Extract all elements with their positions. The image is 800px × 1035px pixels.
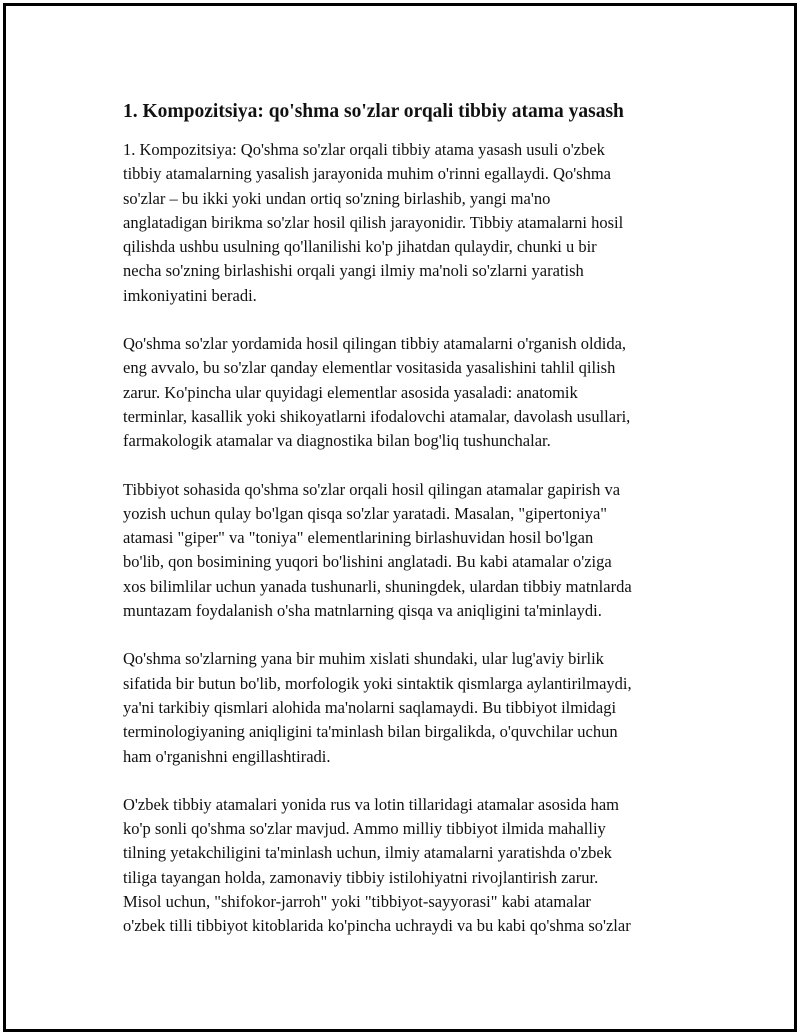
page-frame bbox=[3, 3, 797, 1032]
text-line: 1. Kompozitsiya: Qo'shma so'zlar orqali tibbiy atama yasash usuli o'zbek bbox=[123, 140, 605, 159]
paragraph-2 bbox=[123, 332, 703, 453]
text-line: bo'lib, qon bosimining yuqori bo'lishini anglatadi. Bu kabi atamalar o'ziga bbox=[123, 552, 612, 572]
text-line: necha so'zning birlashishi orqali yangi ilmiy ma'noli so'zlarni yaratish bbox=[123, 261, 584, 281]
text-line: terminologiyaning aniqligini ta'minlash bilan birgalikda, o'quvchilar uchun bbox=[123, 722, 618, 742]
text-line: terminlar, kasallik yoki shikoyatlarni ifodalovchi atamalar, davolash usullari, bbox=[123, 406, 631, 426]
text-line: ham o'rganishni engillashtiradi. bbox=[123, 746, 331, 766]
document-heading: 1. Kompozitsiya: qo'shma so'zlar orqali tibbiy atama yasash bbox=[123, 101, 624, 122]
paragraph-3 bbox=[123, 478, 703, 624]
text-line: muntazam foydalanish o'sha matnlarning qisqa va aniqligini ta'minlaydi. bbox=[123, 601, 602, 621]
text-line: Qo'shma so'zlarning yana bir muhim xislati shundaki, ular lug'aviy birlik bbox=[123, 649, 604, 669]
text-line: zarur. Ko'pincha ular quyidagi elementlar asosida yasaladi: anatomik bbox=[123, 382, 578, 402]
text-line: eng avvalo, bu so'zlar qanday elementlar vositasida yasalishini tahlil qilish bbox=[123, 358, 616, 378]
text-line: ya'ni tarkibiy qismlari alohida ma'nolarni saqlamaydi. Bu tibbiyot ilmidagi bbox=[123, 697, 617, 717]
text-line: ko'p sonli qo'shma so'zlar mavjud. Ammo milliy tibbiyot ilmida mahalliy bbox=[123, 819, 606, 839]
text-line: o'zbek tilli tibbiyot kitoblarida ko'pincha uchraydi va bu kabi qo'shma so'zlar bbox=[123, 916, 631, 936]
text-line: tibbiy atamalarning yasalish jarayonida muhim o'rinni egallaydi. Qo'shma bbox=[123, 164, 611, 184]
text-line: tilning yetakchiligini ta'minlash uchun, ilmiy atamalarni yaratishda o'zbek bbox=[123, 843, 612, 863]
text-line: so'zlar – bu ikki yoki undan ortiq so'zning birlashib, yangi ma'no bbox=[123, 188, 551, 208]
text-line: tiliga tayangan holda, zamonaviy tibbiy istilohiyatni rivojlantirish zarur. bbox=[123, 867, 599, 887]
text-line: atamasi "giper" va "toniya" elementlarining birlashuvidan hosil bo'lgan bbox=[123, 528, 594, 548]
text-line: farmakologik atamalar va diagnostika bilan bog'liq tushunchalar. bbox=[123, 431, 551, 451]
text-line: sifatida bir butun bo'lib, morfologik yoki sintaktik qismlarga aylantirilmaydi, bbox=[123, 673, 632, 693]
paragraph-1 bbox=[123, 138, 703, 308]
text-line: O'zbek tibbiy atamalari yonida rus va lotin tillaridagi atamalar asosida ham bbox=[123, 794, 619, 814]
text-line: xos bilimlilar uchun yanada tushunarli, shuningdek, ulardan tibbiy matnlarda bbox=[123, 576, 632, 596]
text-line: Misol uchun, "shifokor-jarroh" yoki "tibbiyot-sayyorasi" kabi atamalar bbox=[123, 892, 591, 912]
text-line: Tibbiyot sohasida qo'shma so'zlar orqali hosil qilingan atamalar gapirish va bbox=[123, 479, 621, 499]
text-line: qilishda ushbu usulning qo'llanilishi ko'p jihatdan qulaydir, chunki u bir bbox=[123, 237, 597, 257]
text-line: imkoniyatini beradi. bbox=[123, 285, 257, 305]
document-body bbox=[123, 98, 703, 963]
text-line: anglatadigan birikma so'zlar hosil qilish jarayonidir. Tibbiy atamalarni hosil bbox=[123, 212, 624, 232]
paragraph-5 bbox=[123, 793, 703, 939]
text-line: yozish uchun qulay bo'lgan qisqa so'zlar yaratadi. Masalan, "gipertoniya" bbox=[123, 503, 608, 523]
paragraph-4 bbox=[123, 647, 703, 768]
text-line: Qo'shma so'zlar yordamida hosil qilingan tibbiy atamalarni o'rganish oldida, bbox=[123, 334, 627, 354]
